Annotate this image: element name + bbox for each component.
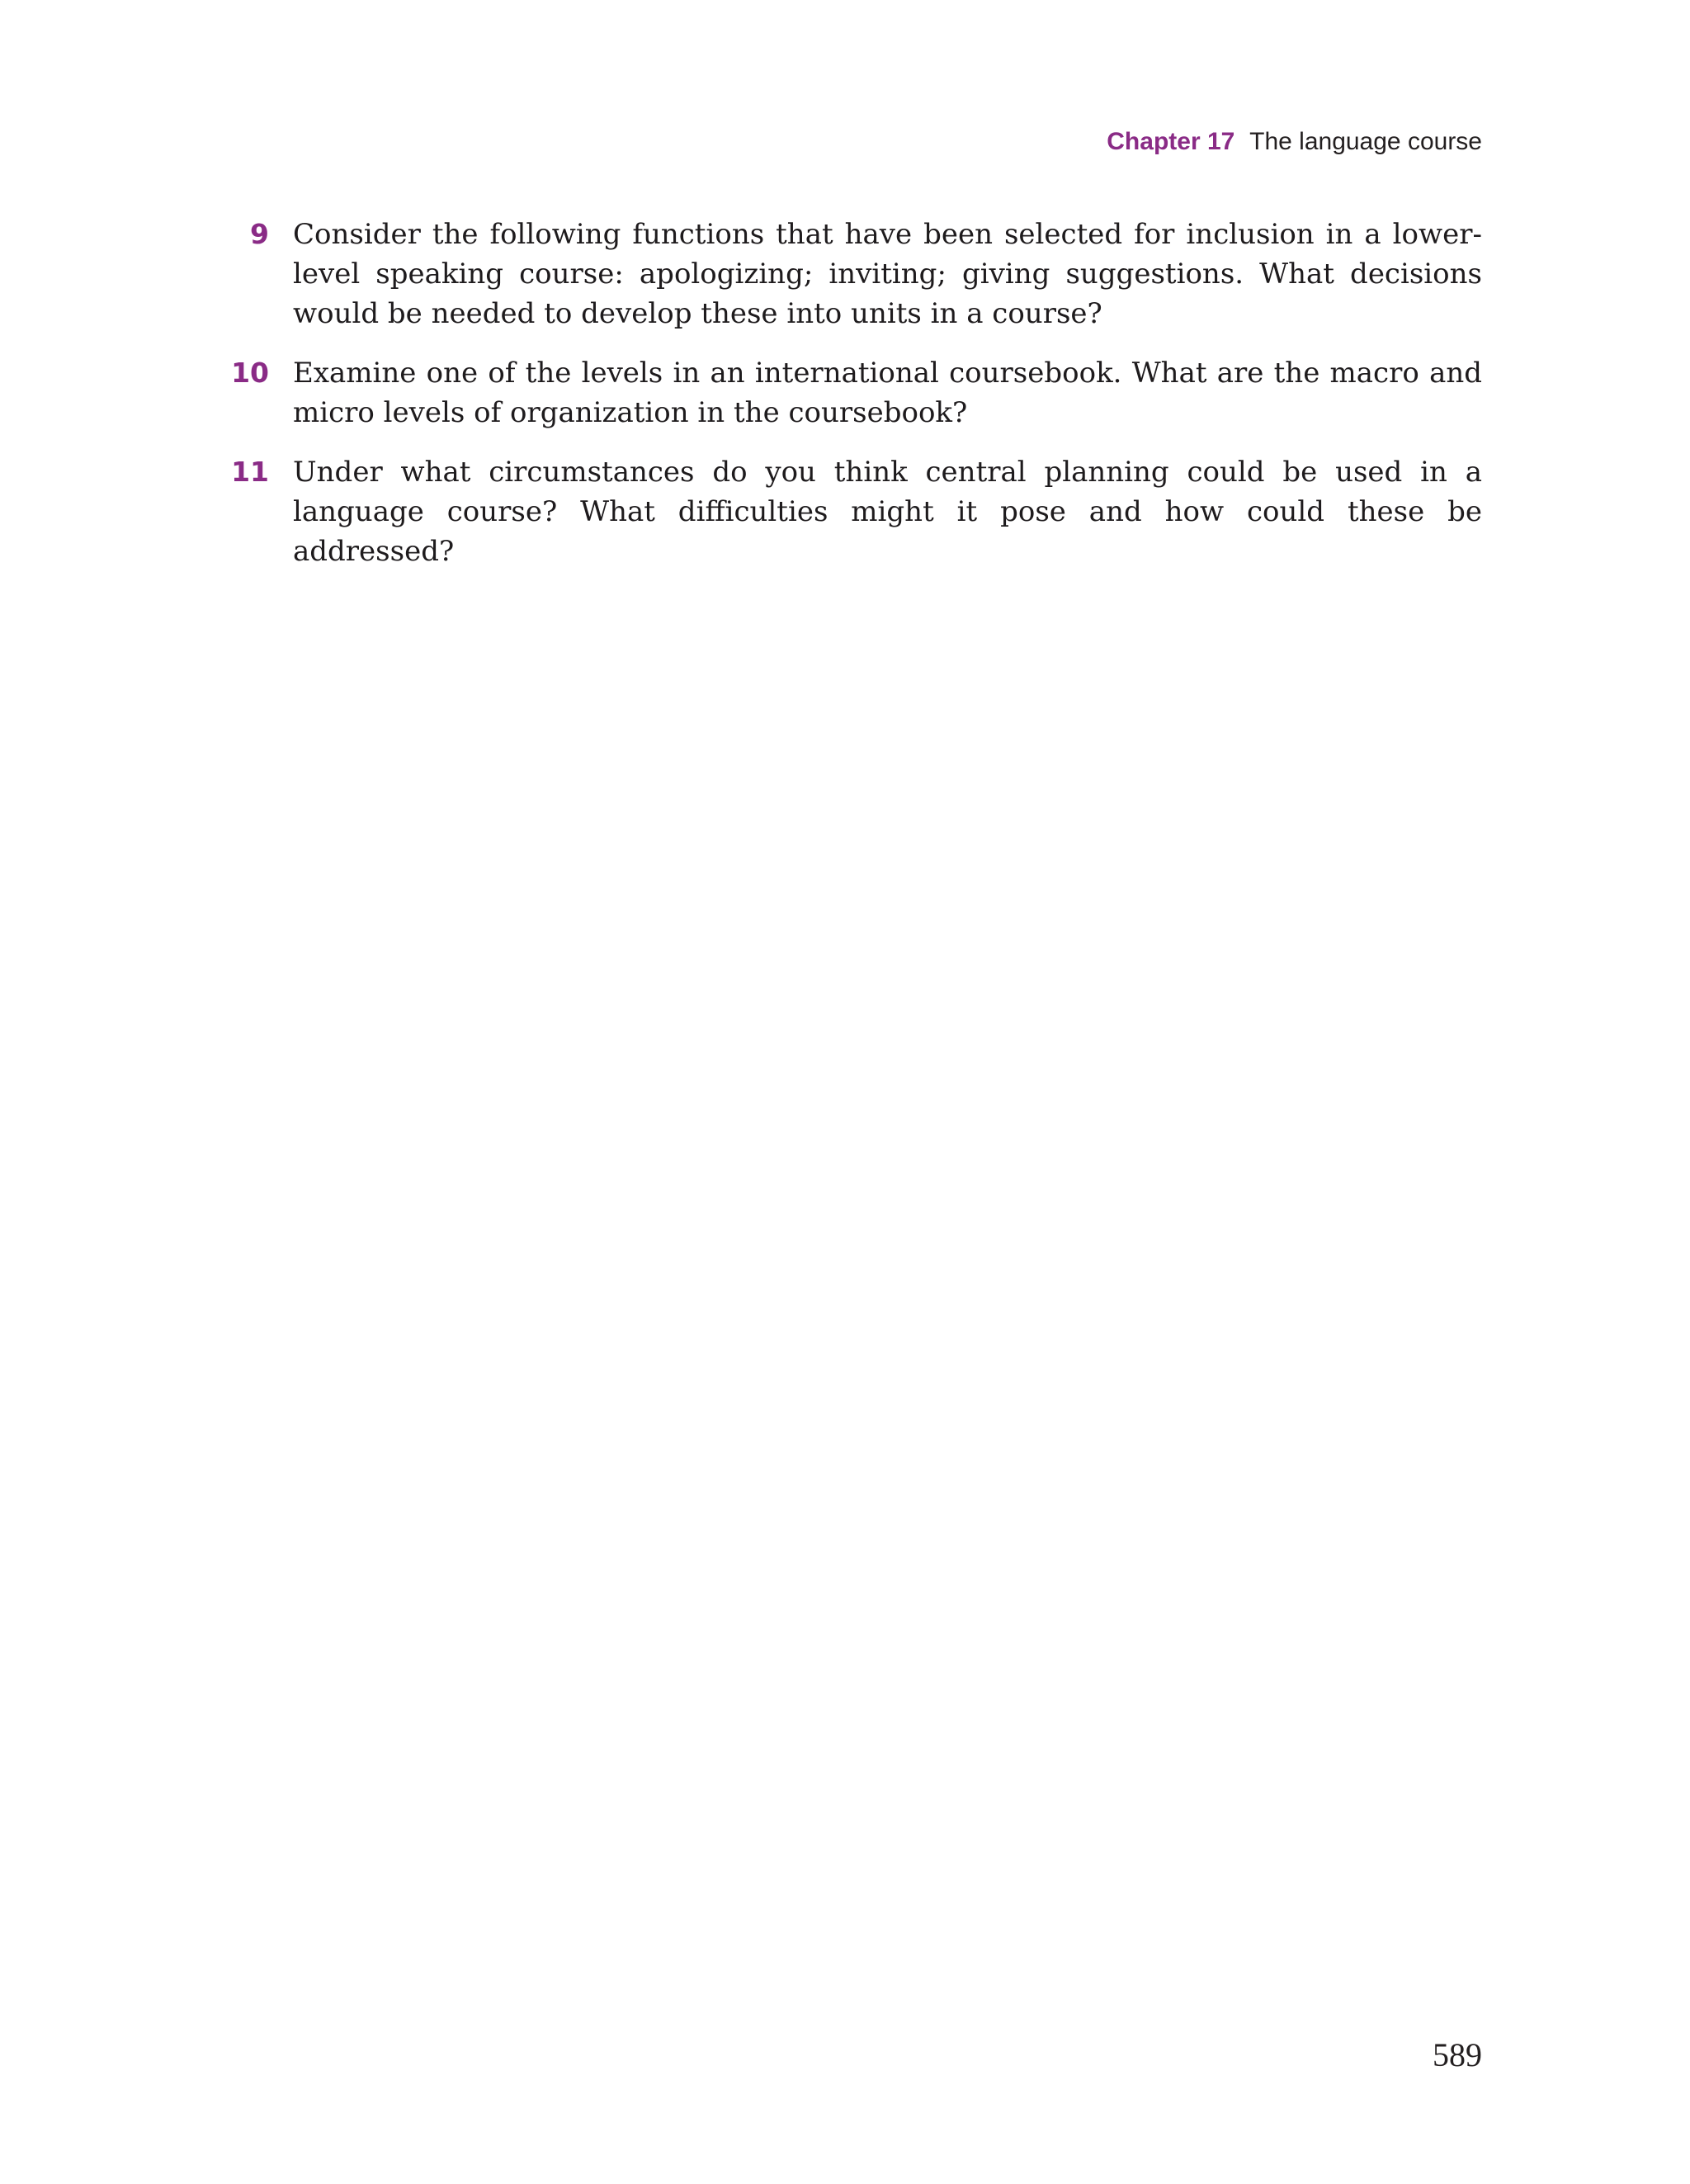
question-item (0, 452, 1690, 571)
question-number: 10 (231, 357, 269, 389)
question-text: Consider the following functions that have been selected for inclusion in a lower-level speaking course: apologizing; inviting; giving suggestions. What decisions would be needed to develop these into units in a course? (293, 218, 1482, 330)
question-item (0, 353, 1690, 433)
question-number: 11 (231, 456, 269, 488)
question-item (0, 215, 1690, 333)
page-number: 589 (1433, 2036, 1482, 2073)
question-text: Examine one of the levels in an international coursebook. What are the macro and micro levels of organization in the coursebook? (293, 357, 1482, 429)
chapter-title: The language course (1249, 128, 1482, 155)
question-text: Under what circumstances do you think central planning could be used in a language course? What difficulties might it pose and how could these be addressed? (293, 456, 1482, 568)
running-head (1107, 125, 1482, 158)
chapter-label: Chapter 17 (1107, 128, 1235, 155)
question-list (0, 215, 1690, 591)
question-number: 9 (250, 218, 269, 250)
